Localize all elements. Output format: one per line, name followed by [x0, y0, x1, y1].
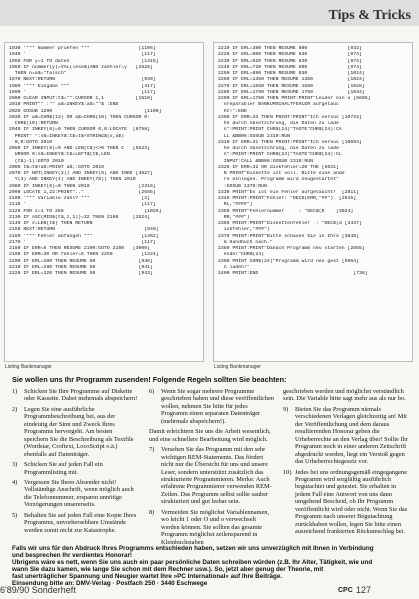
rule-number: 8)	[149, 508, 155, 516]
code-line: ende!"CHR$(24)	[218, 252, 265, 258]
code-line: 2180 IF ERR=5 THEN RESUME 2100:GOTO 2160 [3000]	[9, 246, 151, 251]
code-line: re einlegen. Programm wird neugestartet"	[218, 177, 339, 183]
code-line: INPUT:CALL &BB06:GOSUB 2310:RUN	[218, 158, 313, 164]
code-line: 2170 ' [117]	[9, 239, 156, 245]
rules-column-2	[149, 388, 275, 549]
code-line: 2130 IF ASC(MID$(t$,z,1))=32 THEN 2160 [3524]	[9, 214, 151, 220]
code-line: CHR$(10):RETURN	[9, 121, 58, 126]
code-line: 1930 '*** Nummer pruefen *** [1106]	[9, 46, 156, 51]
code-line: RL,"####")	[218, 202, 253, 208]
rule-item	[12, 512, 138, 534]
code-line: 1960 IF nummer(y)=VAL(lese$)AND zaehler=y [2626]	[9, 64, 153, 70]
code-line: 2030 IF a$=CHR$(13) OR a$=CHR$(10) THEN CURSOR 0:	[9, 114, 151, 120]
code-line: n":PRINT:PRINT CHR$(24)"TASTE"CHR$(24):CA	[218, 127, 342, 133]
code-line: 2270 IF ERL=1550 THEN RESUME 1550 [1028]	[218, 83, 365, 89]
code-line: Y(3) AND INKEY(4) AND INKEY(78)) THEN 2010	[9, 177, 136, 183]
rule-number: 4)	[12, 478, 18, 486]
code-line: 2020 GOSUB 1290 [1100]	[9, 108, 162, 114]
code-line: LL &BB06:GOSUB 2310:RUN	[218, 133, 290, 139]
rule-item	[12, 388, 138, 403]
code-line: ht!":END	[218, 108, 247, 114]
code-line: 2100 '*** Variable zahl? *** [2]	[9, 196, 151, 201]
code-line: 2210 IF ERL=380 THEN RESUME 600 [933]	[218, 46, 362, 51]
rule-number: 5)	[12, 511, 18, 519]
code-line: 2220 IF ERL=600 THEN RESUME 630 [974]	[218, 52, 362, 58]
rule-text: Damit erleichtern Sie uns die Arbeit wesentlich, und eine schnellere Bearbeitung wird möglich.	[149, 428, 271, 443]
code-line: 2300 IF ERR=33 THEN PRINT:PRINT"Ich versuc [10722]	[218, 114, 362, 120]
rule-text: Wenn Sie sogar mehrere Programme geschrieben haben und diese veröffentlichen wollen, nehmen Sie bitte für jedes Programm einen separaten Datenträger (mehrmals abspeichern!).	[161, 388, 274, 425]
rule-item	[283, 469, 409, 536]
rules-column-1	[12, 388, 138, 537]
rule-number: 6)	[149, 388, 155, 395]
rule-text: Vergessen Sie Ihren Absender nicht! Vollständige Anschrift, wenn möglich auch die Telefonnummer, ersparen unnötige Verzögerungen unsererseits.	[24, 478, 134, 509]
code-line: 2310 IF ERR=31 THEN PRINT:PRINT"Ich versuc [10694]	[218, 139, 362, 145]
rule-item	[12, 461, 138, 476]
code-line: 2280 IF ERL=1750 THEN RESUME 1750 [1034]	[218, 89, 365, 95]
code-line: 2390 PRINT CHR$(24)"Programm wird neu gest [6964]	[218, 258, 360, 264]
code-block-right	[218, 46, 408, 277]
code-line: URSOR 0:s$=INKEY$:t$=LEFT$(t$,LEN	[9, 152, 110, 158]
rule-text: Jedes bei uns ordnungsgemäß eingegangene Programm wird sorgfältig ausführlich begutachtet und getestet. Sie erhalten in jedem Fall eine Antwort von uns dann umgehend Bescheid, ob Ihr Programm veröffentlicht wird oder nicht. Wenn Sie das Programm nach unserer Begutachtung zurückhaben wollen, legen Sie bitte einen ausreichend frankierten Rückumschlag bei.	[295, 468, 408, 536]
code-line: 2350 PRINT"Fehlernummer : "DEC$(E [3024]	[218, 208, 354, 214]
code-line: 2370 PRINT:PRINT"Bitte schauen Sie in Ihre [3848]	[218, 233, 360, 239]
code-line: 2010 PRINT"" :"" a$=INKEY$:a$=""$ :END	[9, 102, 119, 108]
code-line: 2360 PRINT:PRINT"Diskettenfehler : "DEC$(d [3437]	[218, 221, 362, 226]
page-number: 127	[356, 585, 372, 595]
code-line: 2060 t$=t$+a$:PRINT a$;:GOTO 2010	[9, 164, 104, 170]
code-line: 2210 IF ERL=290 THEN RESUME 50 [941]	[9, 264, 153, 270]
submission-note-line: wann Sie dazu kamen, wie lange Sie schon mit dem Rechner usw.). So, jetzt aber genug der Theorie, mit	[12, 566, 324, 574]
submission-note-line: Falls wir uns für den Abdruck Ihres Programms entschieden haben, setzen wir uns unverzüglich mit Ihnen in Verbindung	[12, 545, 374, 552]
code-line: 2230 IF ERL=620 THEN RESUME 630 [974]	[218, 58, 362, 64]
code-line: RR,"###")	[218, 214, 250, 220]
code-line: 2380 PRINT:PRINT"Danach Programm neu starten [2855]	[218, 246, 365, 251]
code-line: PRINT" ":s$=INKEY$:t$=t$+STRING$(x,a$)	[9, 133, 125, 139]
rule-text: geschrieben werden und möglichst verständlich sein. Die Variable bitte sagt mehr aus als nur bo.	[283, 388, 406, 403]
code-line: 2330 PRINT"Es ist ein Fehler aufgetaucht! [2811]	[218, 189, 360, 195]
magazine-logo: CPC	[338, 587, 353, 594]
code-line: m Handbuch nach."	[218, 239, 273, 245]
code-listing-left	[4, 42, 204, 362]
code-line: 2040 IF INKEY(8)=0 THEN CURSOR 0,0:LOCATE [6758]	[9, 127, 151, 133]
submission-note-line: Übrigens wäre es nett, wenn Sie uns auch ein paar persönliche Daten schreiben würden (z.B. Ihr Alter, Tätigkeit, wie und	[12, 559, 373, 567]
rule-text: Behalten Sie auf jeden Fall eine Kopie Ihres Programms, unvorhersehbare Umstände werden somit nicht zur Katastrophe.	[24, 511, 137, 534]
rule-item	[149, 428, 275, 443]
code-listing-right	[213, 42, 413, 362]
issue-label: 6'89/90 Sonderheft	[0, 585, 76, 595]
listing-caption-right: Listing Bankmanager	[214, 364, 261, 370]
code-line: 2400 PRINT:END [738]	[218, 271, 368, 276]
code-line: 2110 ' [117]	[9, 202, 156, 208]
rule-text: Schicken Sie Ihre Programme auf Diskette oder Kassette. Dabei mehrmals abspeichern!	[24, 388, 138, 403]
rule-number: 2)	[12, 405, 18, 413]
rule-text: Versehen Sie das Programm mit den sehr wichtigen REM-Statements. Das fördert nicht nur die Übersicht für uns und unsere Leser, sondern unterstützt zusätzlich das strukturierte Programmieren. Merke: Auch erfahrene Programmierer verwenden REM-Zeilen. Das Programm selbst sollte sauber strukturiert und gut lesbar sein.	[161, 446, 272, 506]
code-line: 2260 IF ERL=1350 THEN RESUME 1350 [1024]	[218, 77, 365, 83]
code-line: 2200 IF ERL=280 THEN RESUME 50 [946]	[9, 258, 153, 264]
code-line: n":PRINT:PRINT CHR$(24)"TASTE"CHR$(24):CL	[218, 152, 342, 158]
rule-number: 9)	[283, 405, 289, 413]
code-line: 2190 IF ERR=30 OR fehler=5 THEN 2250 [1224]	[9, 252, 159, 258]
submission-note-line: und besprechen Ihr verdientes Honorar!	[12, 552, 133, 560]
rule-number: 1)	[12, 388, 18, 395]
rule-number: 7)	[149, 446, 155, 454]
rule-item	[283, 388, 409, 403]
submission-note-line: fast unerträglicher Spannung und Neugier wartet Ihre »PC International« auf Ihre Beiträge.	[12, 573, 283, 581]
page-footer	[0, 585, 419, 599]
code-line: 2160 '*** Fehler abfangen *** [1452]	[9, 233, 159, 239]
code-line: 2140 IF z=LEN(t$) THEN RETURN	[9, 221, 93, 226]
code-line: 2090 LOCATE 1,22:PRINT".." [2685]	[9, 189, 156, 195]
code-line: 1970 NEXT:RETURN [940]	[9, 77, 156, 83]
code-line: 2340 PRINT:PRINT"Fehler: "DEC$(ERR,"##") [2615]	[218, 196, 357, 201]
rule-text: Bieten Sie das Programm niemals verschiedenen Verlagen gleichzeitig an! Mit der Veröffentlichung und dem daraus resultierenden Honorar geben die Urheberrechte an den Verlag über! Sollte Ihr Programm noch in einer anderen Zeitschrift abgedruckt werden, liegt ein Verstoß gegen das Urheberrechtsgesetz vor.	[295, 405, 408, 466]
code-line: 1980 '*** Eingabe *** [417]	[9, 83, 156, 89]
rules-intro: Sie wollen uns Ihr Programm zusenden! Folgende Regeln sollten Sie beachten:	[12, 375, 287, 384]
rule-item	[149, 509, 275, 546]
rules-column-3	[283, 388, 409, 539]
rule-item	[12, 406, 138, 458]
code-line: 1940 ' [117]	[9, 52, 156, 58]
code-line: 2120 FOR z=1 TO 255 [1026]	[9, 208, 162, 214]
code-line: 2250 IF ERL=890 THEN RESUME 930 [1024]	[218, 71, 365, 76]
code-line: 2080 IF INKEY(6)=0 THEN 2010 [2316]	[9, 183, 156, 189]
code-line: THEN n=a$="falsch"	[9, 71, 67, 76]
rule-item	[149, 446, 275, 506]
rule-text: Schicken Sie auf jeden Fall ein Programmlisting mit.	[24, 461, 103, 476]
code-line: 2050 IF INKEY(9)=0 AND LEN(t$)<>0 THEN C [5523]	[9, 146, 151, 151]
rule-text: Vermeiden Sie möglichst Variablennamen, wo leicht 1 oder O und o verwechselt werden können. Sie sollten das gesamte Programm möglichst zeilensparend in Kleinbuchstaben	[161, 508, 270, 546]
code-line: N PRINT"Diskette ist voll. Bitte eine ande	[218, 171, 345, 176]
code-line: 1990 ' [117]	[9, 89, 156, 95]
code-line: (t$)-1):GOTO 2010	[9, 158, 64, 164]
rule-item	[149, 388, 275, 425]
rule-item	[283, 406, 409, 466]
code-line: 2000 CLEAR INPUT:t$="":CURSOR 1,1 [1510]	[9, 96, 153, 101]
code-line: 2240 IF ERL=720 THEN RESUME 800 [974]	[218, 64, 362, 70]
code-line: 2070 IF NOT(INKEY(2)) AND INKEY(6) AND INKE [4627]	[9, 171, 153, 176]
rule-number: 10)	[283, 468, 292, 476]
code-line: he durch Absetzchrung, die Daten zu lade	[218, 121, 339, 126]
rule-text: Legen Sie eine ausführliche Programmbeschreibung bei, aus der eindeutig der Sinn und Zweck Ihres Programms hervorgeht. Am besten speichern Sie die Beschreibung als Textfile (Wordstar, Croftext, LocoScript o.ä.) ebenfalls auf Datenträger.	[24, 405, 134, 458]
code-line: iskfehler,"###")	[218, 227, 270, 233]
code-line: he durch Absetzchrung, die Daten zu lade	[218, 146, 339, 151]
code-line: n laden!"	[218, 264, 250, 270]
section-title: Tips & Tricks	[328, 8, 411, 23]
code-line: 2290 IF ERL=1760 THEN PRINT:PRINT"Leider ein u [5695]	[218, 96, 371, 101]
submission-note	[12, 545, 412, 588]
rule-item	[12, 479, 138, 509]
code-line: 2150 NEXT:RETURN [940]	[9, 227, 159, 233]
code-line: 1950 FOR y=1 TO daten [1415]	[9, 58, 159, 64]
code-line: 2320 IF ERR=32 OR diskfehler=20 THE [5631]	[218, 164, 339, 170]
code-block-left	[9, 46, 199, 277]
code-line: :GOSUB 1370:RUN	[218, 183, 267, 189]
code-line: nreparabler BANKUMSCHALTFEHLER aufgetauc	[218, 102, 339, 108]
listing-caption-left: Listing Bankmanager	[5, 364, 52, 370]
header-bar	[0, 0, 419, 26]
code-line: 0,0:GOTO 2010	[9, 139, 53, 145]
rule-number: 3)	[12, 461, 18, 469]
code-line: 2220 IF ERL=320 THEN RESUME 50 [943]	[9, 271, 153, 276]
submission-note-line: Einsendung bitte an: DMV-Verlag · Postfach 250 · 3440 Eschwege	[12, 580, 208, 588]
